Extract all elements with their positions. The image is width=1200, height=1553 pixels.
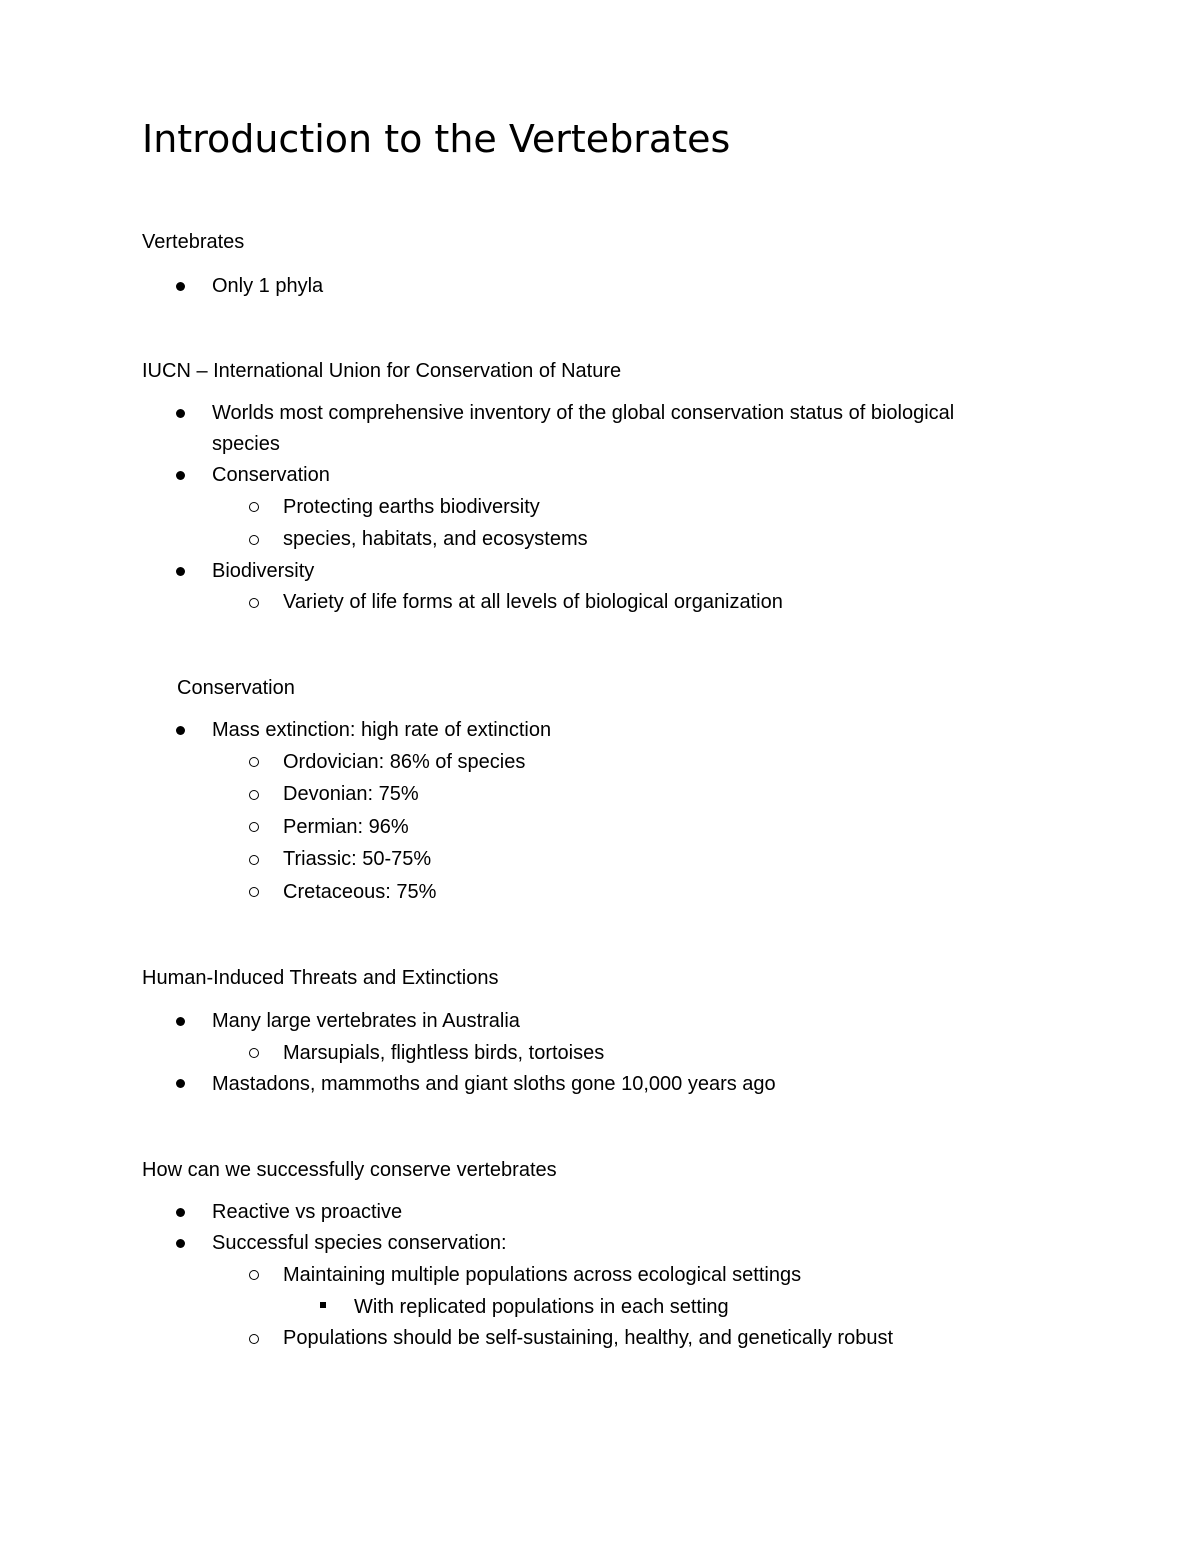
bullet-dot-icon: [176, 409, 185, 418]
list-item: Many large vertebrates in Australia: [212, 1010, 520, 1032]
bullet-circle-icon: [249, 790, 259, 800]
bullet-square-icon: [320, 1302, 326, 1308]
section-heading-how: How can we successfully conserve vertebrates: [142, 1159, 557, 1181]
list-subitem: species, habitats, and ecosystems: [283, 528, 588, 550]
list-item: Mass extinction: high rate of extinction: [212, 719, 552, 741]
bullet-dot-icon: [176, 1079, 185, 1088]
list-item: Conservation: [212, 464, 330, 486]
bullet-dot-icon: [176, 1208, 185, 1217]
list-subitem: Protecting earths biodiversity: [283, 496, 540, 518]
list-subitem: Ordovician: 86% of species: [283, 751, 526, 773]
bullet-circle-icon: [249, 535, 259, 545]
list-item: Worlds most comprehensive inventory of the global conservation status of biological: [212, 402, 955, 424]
bullet-dot-icon: [176, 1017, 185, 1026]
list-item-continuation: species: [212, 433, 280, 455]
list-subitem: Cretaceous: 75%: [283, 881, 437, 903]
bullet-circle-icon: [249, 598, 259, 608]
bullet-circle-icon: [249, 502, 259, 512]
list-subitem: Populations should be self-sustaining, healthy, and genetically robust: [283, 1327, 894, 1349]
bullet-dot-icon: [176, 471, 185, 480]
bullet-circle-icon: [249, 822, 259, 832]
bullet-circle-icon: [249, 757, 259, 767]
section-heading-threats: Human-Induced Threats and Extinctions: [142, 967, 499, 989]
list-item: Only 1 phyla: [212, 275, 324, 297]
list-item: Mastadons, mammoths and giant sloths gone 10,000 years ago: [212, 1073, 776, 1095]
list-subitem: Variety of life forms at all levels of biological organization: [283, 591, 783, 613]
bullet-dot-icon: [176, 726, 185, 735]
document-title: Introduction to the Vertebrates: [142, 117, 731, 161]
list-subitem: Devonian: 75%: [283, 783, 419, 805]
bullet-circle-icon: [249, 887, 259, 897]
list-subitem: Marsupials, flightless birds, tortoises: [283, 1042, 605, 1064]
bullet-dot-icon: [176, 1239, 185, 1248]
bullet-circle-icon: [249, 1270, 259, 1280]
list-subitem: Permian: 96%: [283, 816, 409, 838]
section-heading-iucn: IUCN – International Union for Conservation of Nature: [142, 360, 622, 382]
bullet-circle-icon: [249, 1048, 259, 1058]
bullet-circle-icon: [249, 1334, 259, 1344]
list-item: Reactive vs proactive: [212, 1201, 403, 1223]
list-subitem: Maintaining multiple populations across ecological settings: [283, 1264, 802, 1286]
section-heading-conservation: Conservation: [177, 677, 295, 699]
section-heading-vertebrates: Vertebrates: [142, 231, 245, 253]
bullet-circle-icon: [249, 855, 259, 865]
list-subitem: Triassic: 50-75%: [283, 848, 432, 870]
list-item: Successful species conservation:: [212, 1232, 507, 1254]
bullet-dot-icon: [176, 567, 185, 576]
list-item: Biodiversity: [212, 560, 315, 582]
bullet-dot-icon: [176, 282, 185, 291]
list-subsubitem: With replicated populations in each setting: [354, 1296, 729, 1318]
